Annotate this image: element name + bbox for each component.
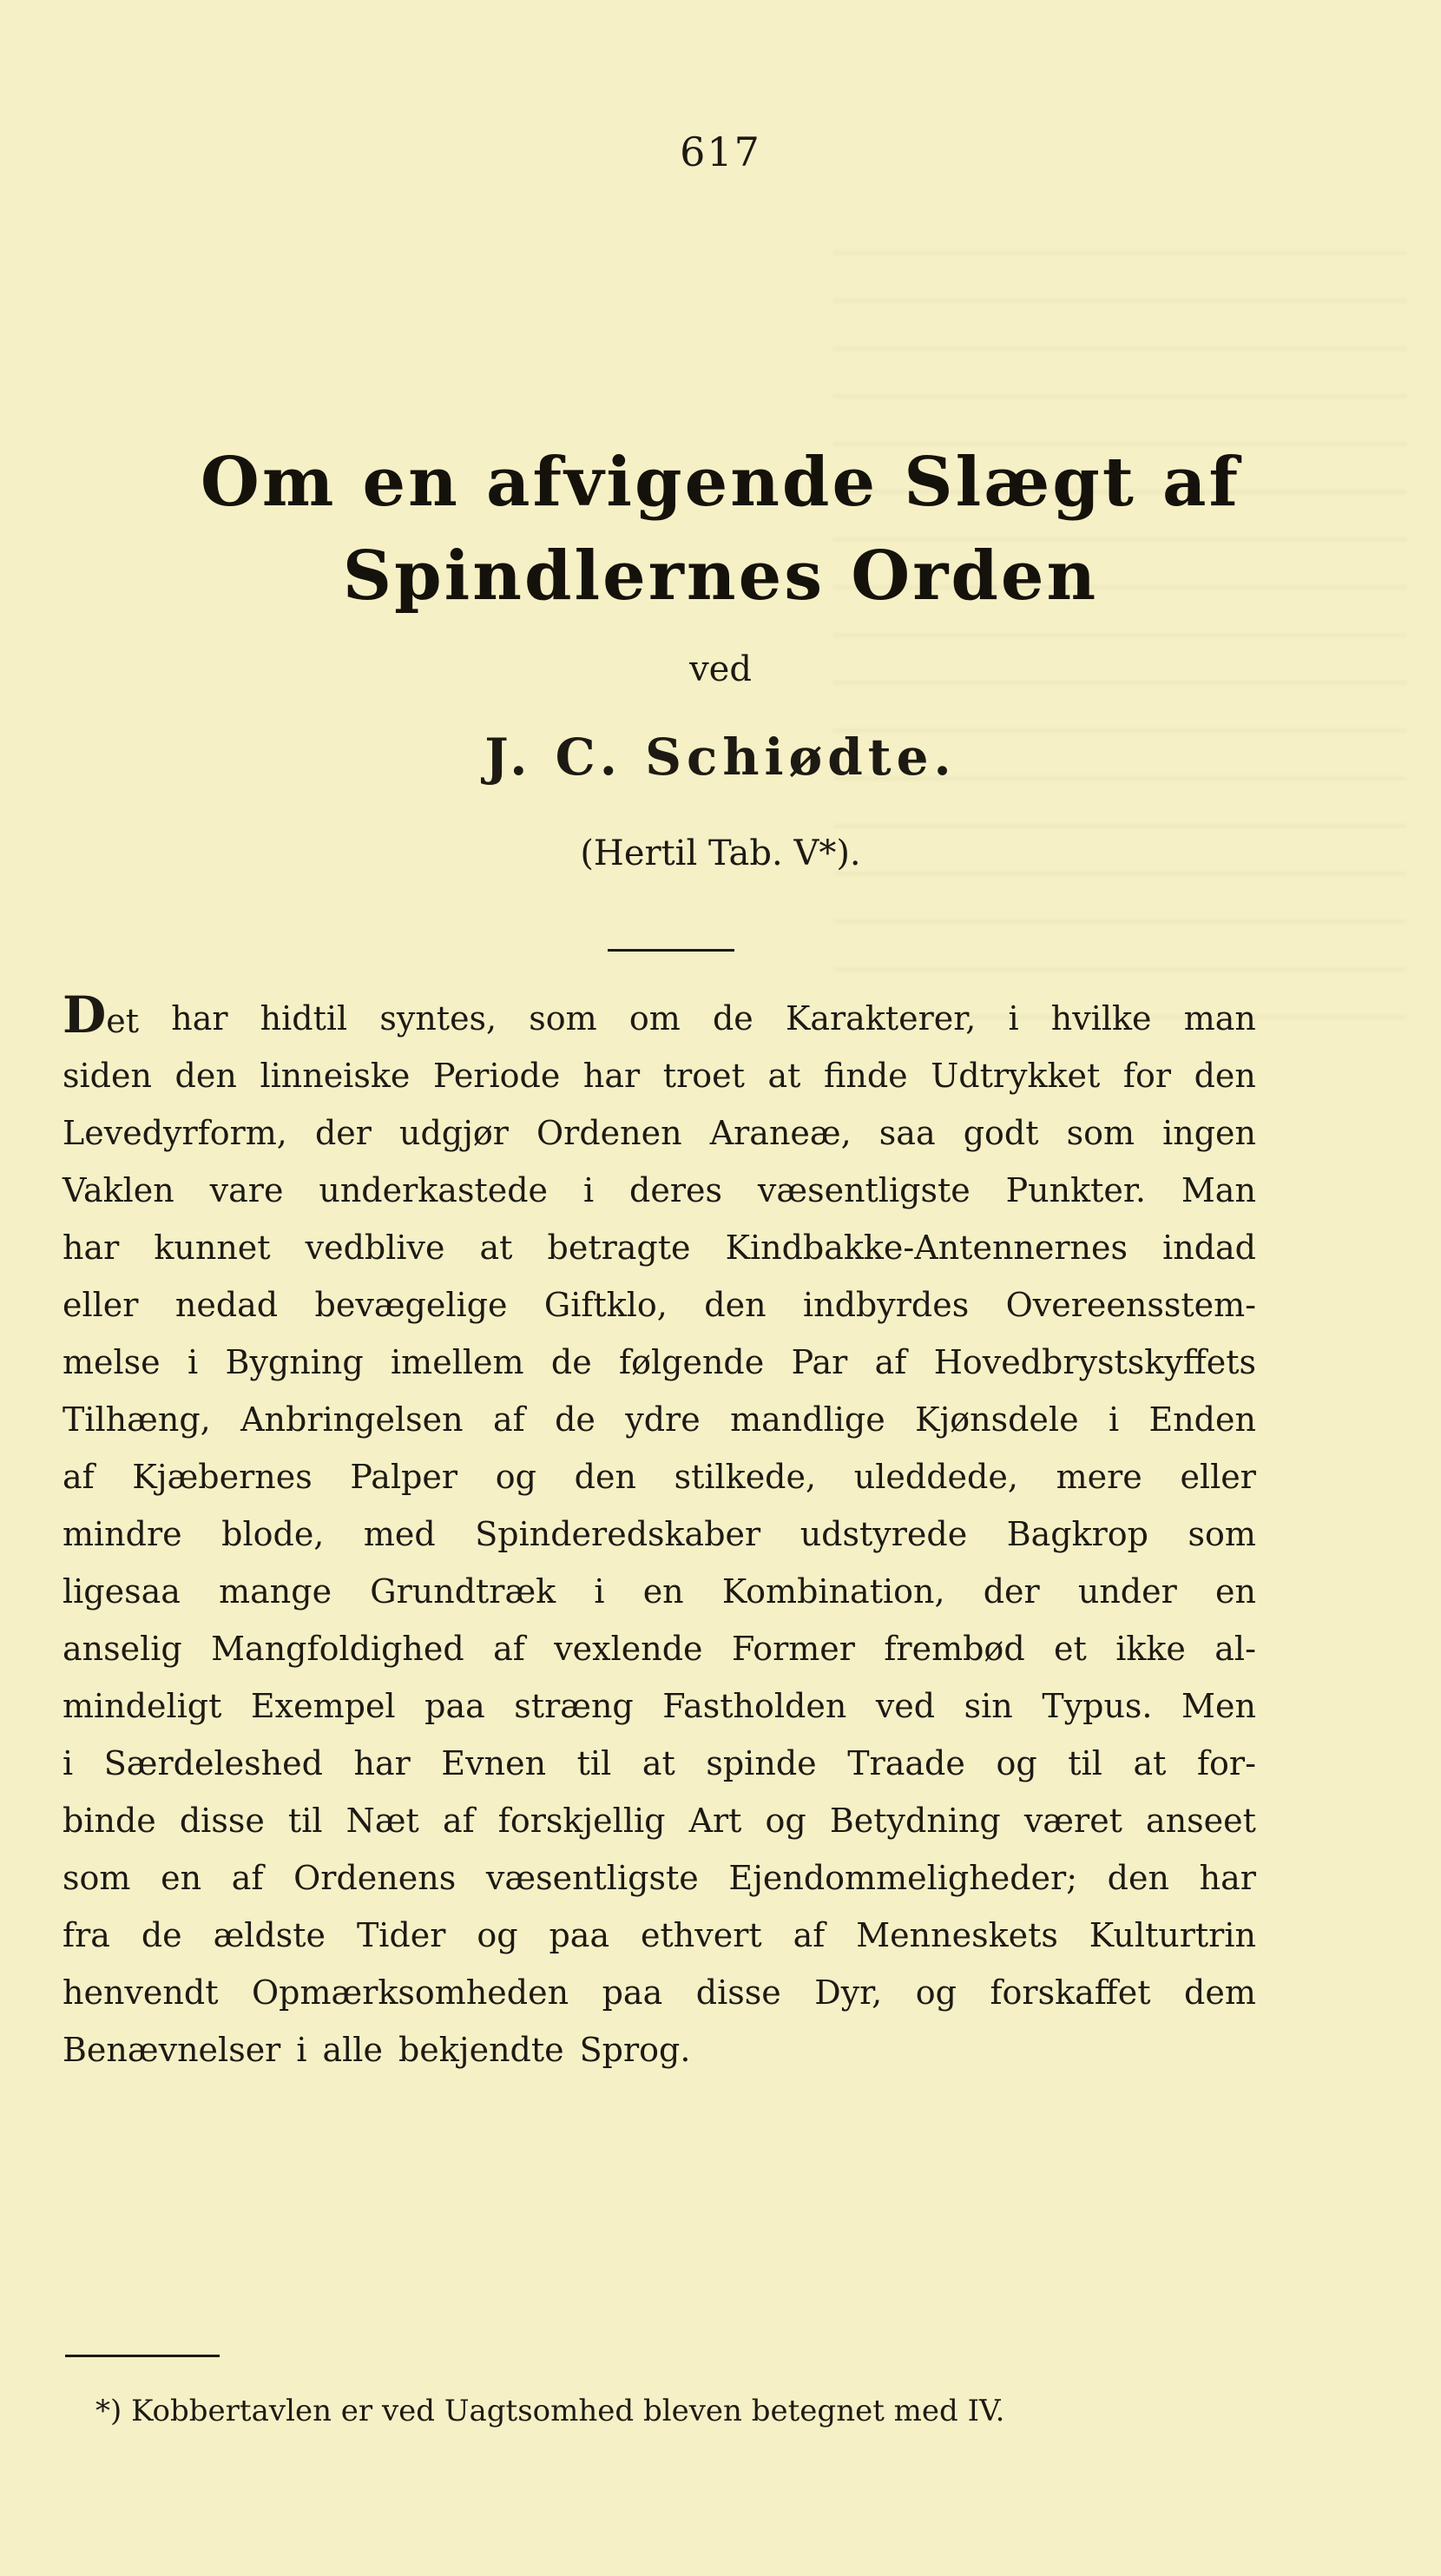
drop-capital: D	[63, 985, 107, 1044]
text-line: binde disse til Næt af forskjellig Art og Betydning været anseet	[63, 1802, 1256, 1840]
text-line: anselig Mangfoldighed af vexlende Former frembød et ikke al-	[63, 1630, 1256, 1668]
footnote: *) Kobbertavlen er ved Uagtsomhed bleven betegnet med IV.	[95, 2394, 1005, 2428]
text-line: melse i Bygning imellem de følgende Par af Hovedbrystskyffets	[63, 1343, 1256, 1381]
text-line: henvendt Opmærksomheden paa disse Dyr, og forskaffet dem	[63, 1973, 1256, 2012]
page-number: 617	[680, 128, 761, 175]
text-line: har kunnet vedblive at betragte Kindbakke-Antennernes indad	[63, 1229, 1256, 1267]
text-line: mindre blode, med Spinderedskaber udstyrede Bagkrop som	[63, 1515, 1256, 1553]
text-line: Tilhæng, Anbringelsen af de ydre mandlige Kjønsdele i Enden	[63, 1400, 1256, 1439]
plate-reference: (Hertil Tab. V*).	[580, 833, 861, 873]
text-line: i Særdeleshed har Evnen til at spinde Traade og til at for-	[63, 1744, 1256, 1782]
author-name: J. C. Schiødte.	[484, 728, 957, 787]
text-line: eller nedad bevægelige Giftklo, den indbyrdes Overeensstem-	[63, 1286, 1256, 1324]
title-line-1: Om en afvigende Slægt af	[200, 443, 1241, 522]
text-line: Det har hidtil syntes, som om de Karakterer, i hvilke man	[63, 985, 1256, 1044]
text-line: fra de ældste Tider og paa ethvert af Menneskets Kulturtrin	[63, 1916, 1256, 1954]
show-through-text	[833, 252, 1406, 1033]
text-line: Levedyrform, der udgjør Ordenen Araneæ, saa godt som ingen	[63, 1114, 1256, 1152]
text-line: som en af Ordenens væsentligste Ejendommeligheder; den har	[63, 1859, 1256, 1897]
text-line: Benævnelser i alle bekjendte Sprog.	[63, 2031, 691, 2069]
text-line: af Kjæbernes Palper og den stilkede, uleddede, mere eller	[63, 1458, 1256, 1496]
title-divider	[608, 949, 734, 952]
text-line: Vaklen vare underkastede i deres væsentligste Punkter. Man	[63, 1171, 1256, 1209]
title-line-2: Spindlernes Orden	[342, 537, 1099, 616]
by-line: ved	[689, 649, 752, 689]
text-line: siden den linneiske Periode har troet at finde Udtrykket for den	[63, 1057, 1256, 1095]
text-line: mindeligt Exempel paa stræng Fastholden ved sin Typus. Men	[63, 1687, 1256, 1725]
footnote-divider	[65, 2355, 220, 2357]
text-line: ligesaa mange Grundtræk i en Kombination, der under en	[63, 1572, 1256, 1611]
body-paragraph	[63, 985, 1256, 2079]
